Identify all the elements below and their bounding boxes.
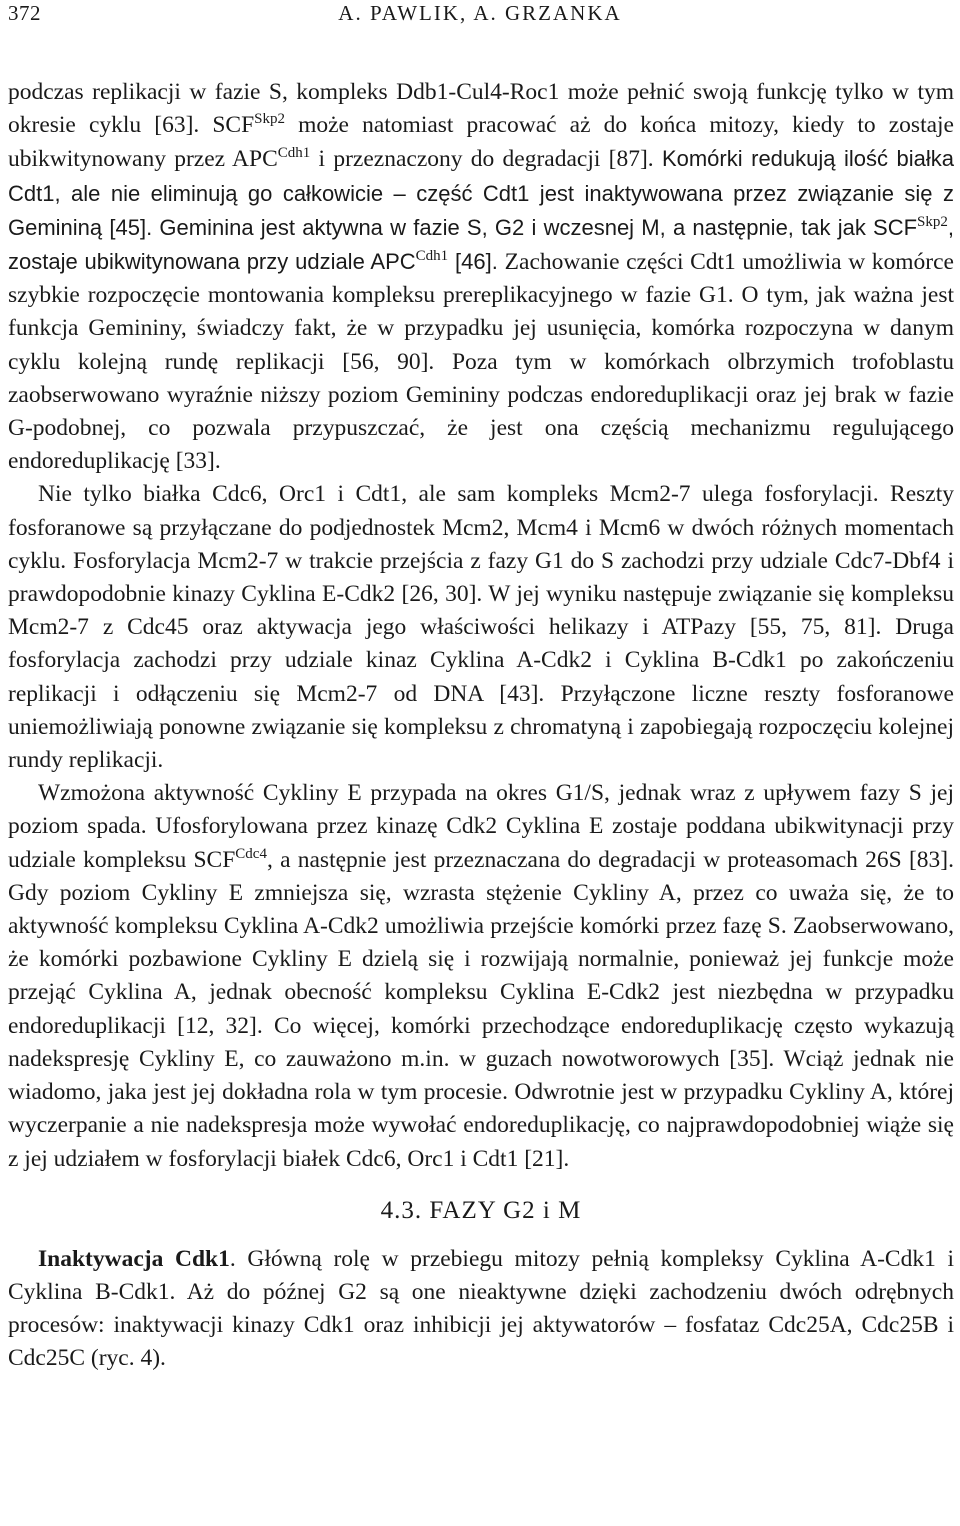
text-span: Zachowanie części Cdt1 umożliwia w komórce szybkie rozpoczęcie montowania kompleksu prereplikacyjnego w fazie G1. O tym, jak ważna jest funkcja Gemininy, świadczy fakt, że w przypadku jej usunięcia, komórka rozpoczyna w danym cyklu kolejną rundę replikacji [56, 90]. Poza tym w komórkach olbrzymich trofoblastu zaobserwowano wyraźnie niższy poziom Gemininy podczas endoreduplikacji oraz jej brak w fazie G-podobnej, co pozwala przypuszczać, że jest ona częścią mechanizmu regulującego endoreduplikację [33]. [8, 249, 954, 475]
superscript: Skp2 [254, 111, 286, 128]
superscript: Skp2 [917, 213, 948, 230]
text-span: podczas replikacji w fazie S, kompleks Ddb1-Cul4-Roc1 może pełnić swoją funkcję tylko w tym okresie cyklu [63]. SCF [8, 79, 954, 139]
superscript: Cdh1 [415, 248, 449, 265]
paragraph-4 [8, 1243, 954, 1376]
page-header [8, 0, 952, 30]
text-span: i przeznaczony do degradacji [87]. [310, 146, 662, 173]
sans-text-span: [46]. [448, 249, 505, 275]
page-number: 372 [8, 1, 41, 25]
text-span: , a następnie jest przeznaczana do degradacji w proteasomach 26S [83]. Gdy poziom Cykliny E zmniejsza się, wzrasta stężenie Cykliny A, przez co uważa się, że to aktywność kompleksu Cyklina A-Cdk2 umożliwia przejście komórki przez fazę S. Zaobserwowano, że komórki pozbawione Cykliny E dzielą się i rozwijają normalnie, ponieważ jej funkcje może przejąć Cyklina A, jednak obecność kompleksu Cyklina E-Cdk2 jest niezbędna w przypadku endoreduplikacji [12, 32]. Co więcej, komórki przechodzące endoreduplikację często wykazują nadekspresję Cykliny E, co zauważono m.in. w guzach nowotworowych [35]. Wciąż jednak nie wiadomo, jaka jest jej dokładna rola w tym procesie. Odwrotnie jest w przypadku Cykliny A, której wyczerpanie a nie nadekspresja może wywołać endoreduplikację, co najprawdopodobniej wiąże się z jej udziałem w fosforylacji białek Cdc6, Orc1 i Cdt1 [21]. [8, 846, 954, 1172]
text-span: . Główną rolę w przebiegu mitozy pełnią kompleksy Cyklina A-Cdk1 i Cyklina B-Cdk1. Aż do późnej G2 są one nieaktywne dzięki zachodzeniu dwóch odrębnych procesów: inaktywacji kinazy Cdk1 oraz inhibicji jej aktywatorów – fosfataz Cdc25A, Cdc25B i Cdc25C (ryc. 4). [8, 1245, 954, 1372]
text-span: może natomiast pracować aż do końca mitozy, kiedy to zostaje ubikwitynowany przez APC [8, 112, 954, 173]
paragraph-2: Nie tylko białka Cdc6, Orc1 i Cdt1, ale sam kompleks Mcm2-7 ulega fosforylacji. Reszty fosforanowe są przyłączane do podjednostek Mcm2, Mcm4 i Mcm6 w dwóch różnych momentach cyklu. Fosforylacja Mcm2-7 w trakcie przejścia z fazy G1 do S zachodzi przy udziale Cdc7-Dbf4 i prawdopodobnie kinazy Cyklina E-Cdk2 [26, 30]. W jej wyniku następuje związanie się kompleksu Mcm2-7 z Cdc45 oraz aktywacja jego właściwości helikazy i ATPazy [55, 75, 81]. Druga fosforylacja zachodzi przy udziale kinaz Cyklina A-Cdk2 i Cyklina B-Cdk1 po zakończeniu replikacji i odłączeniu się Mcm2-7 od DNA [43]. Przyłączone liczne reszty fosforanowe uniemożliwiają ponowne związanie się kompleksu z chromatyną i zapobiegają rozpoczęciu kolejnej rundy replikacji. [8, 481, 954, 774]
paragraph-3 [8, 777, 954, 1175]
section-heading: 4.3. FAZY G2 i M [380, 1196, 582, 1224]
running-head: A. PAWLIK, A. GRZANKA [338, 1, 622, 25]
paragraph-1 [8, 76, 954, 478]
superscript: Cdc4 [235, 845, 267, 862]
sans-text-span: , zostaje ubikwitynowana przy udziale APC [8, 214, 954, 275]
sans-text-span: Komórki redukują ilość białka Cdt1, ale nie eliminują go całkowicie – część Cdt1 jest inaktywowana przez związanie się z Gemininą [45]. Geminina jest aktywna w fazie S, G2 i wczesnej M, a następnie, tak jak SCF [8, 146, 955, 240]
text-span: Wzmożona aktywność Cykliny E przypada na okres G1/S, jednak wraz z upływem fazy S jej poziom spada. Ufosforylowana przez kinazę Cdk2 Cyklina E zostaje poddana ubikwitynacji przy udziale kompleksu SCF [8, 780, 954, 873]
article-body [8, 76, 954, 1376]
superscript: Cdh1 [277, 145, 311, 162]
paragraph-lead: Inaktywacja Cdk1 [38, 1245, 230, 1272]
